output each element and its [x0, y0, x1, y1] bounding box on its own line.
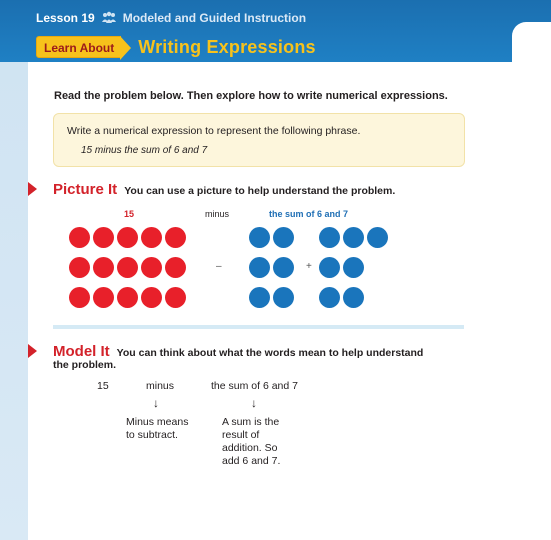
sum-explanation-line: A sum is the — [222, 416, 280, 428]
blue-dot — [319, 257, 340, 278]
sum-explanation — [222, 416, 280, 468]
red-dot — [141, 257, 162, 278]
sum-explanation-line: result of — [222, 429, 260, 441]
blue-dot — [273, 257, 294, 278]
minus-explanation-line: to subtract. — [126, 429, 178, 441]
section-divider — [53, 325, 464, 329]
sum-explanation-line: add 6 and 7. — [222, 455, 281, 467]
problem-box — [53, 113, 465, 167]
blue-dot — [343, 227, 364, 248]
minus-sign: – — [216, 261, 222, 272]
lesson-header — [0, 0, 551, 62]
red-dot — [117, 227, 138, 248]
red-dot — [93, 227, 114, 248]
picture-it-title: Picture It — [53, 181, 118, 198]
minus-explanation-line: Minus means — [126, 416, 189, 428]
red-dot — [69, 257, 90, 278]
label-sum: the sum of 6 and 7 — [269, 209, 349, 219]
red-dot — [165, 257, 186, 278]
problem-instruction: Write a numerical expression to represent the following phrase. — [67, 125, 361, 137]
lesson-title: Writing Expressions — [138, 36, 316, 57]
down-arrow-icon: ↓ — [251, 396, 257, 410]
red-dot — [141, 227, 162, 248]
red-dot — [117, 257, 138, 278]
label-fifteen: 15 — [124, 209, 135, 219]
people-icon — [101, 11, 117, 25]
model-col-sum: the sum of 6 and 7 — [211, 380, 298, 392]
blue-dot — [273, 227, 294, 248]
red-dot — [93, 257, 114, 278]
sum-explanation-line: addition. So — [222, 442, 278, 454]
blue-dot — [367, 227, 388, 248]
red-dot — [69, 287, 90, 308]
down-arrow-icon: ↓ — [153, 396, 159, 410]
model-it-description-line2: the problem. — [53, 359, 117, 371]
lesson-number: Lesson 19 — [36, 11, 95, 25]
page-margin — [0, 0, 28, 540]
plus-sign: + — [306, 261, 312, 272]
blue-dot — [249, 257, 270, 278]
picture-it-heading — [53, 181, 395, 199]
picture-it-arrow-icon — [28, 182, 37, 196]
blue-dot — [249, 287, 270, 308]
model-it-arrow-icon — [28, 344, 37, 358]
red-dot — [117, 287, 138, 308]
picture-it-description: You can use a picture to help understand the problem. — [124, 185, 396, 197]
lesson-subtitle: Modeled and Guided Instruction — [122, 11, 307, 25]
label-minus: minus — [205, 209, 230, 219]
learn-about-row — [36, 34, 316, 60]
blue-dot — [319, 287, 340, 308]
blue-dot — [249, 227, 270, 248]
red-dot — [141, 287, 162, 308]
red-dot — [69, 227, 90, 248]
red-dot — [93, 287, 114, 308]
learn-about-tag: Learn About — [36, 36, 121, 58]
blue-dot — [319, 227, 340, 248]
lesson-line — [36, 10, 306, 26]
blue-dot — [343, 257, 364, 278]
model-col-minus: minus — [146, 380, 175, 392]
red-dot — [165, 227, 186, 248]
problem-phrase: 15 minus the sum of 6 and 7 — [81, 145, 208, 156]
model-it-title: Model It — [53, 343, 110, 360]
model-col-fifteen: 15 — [97, 380, 109, 392]
blue-dot — [343, 287, 364, 308]
red-dot — [165, 287, 186, 308]
page-corner — [512, 22, 551, 62]
intro-text: Read the problem below. Then explore how to write numerical expressions. — [54, 90, 448, 102]
model-it-description-line1: You can think about what the words mean to help understand — [116, 347, 424, 359]
minus-explanation — [126, 416, 188, 442]
blue-dot — [273, 287, 294, 308]
